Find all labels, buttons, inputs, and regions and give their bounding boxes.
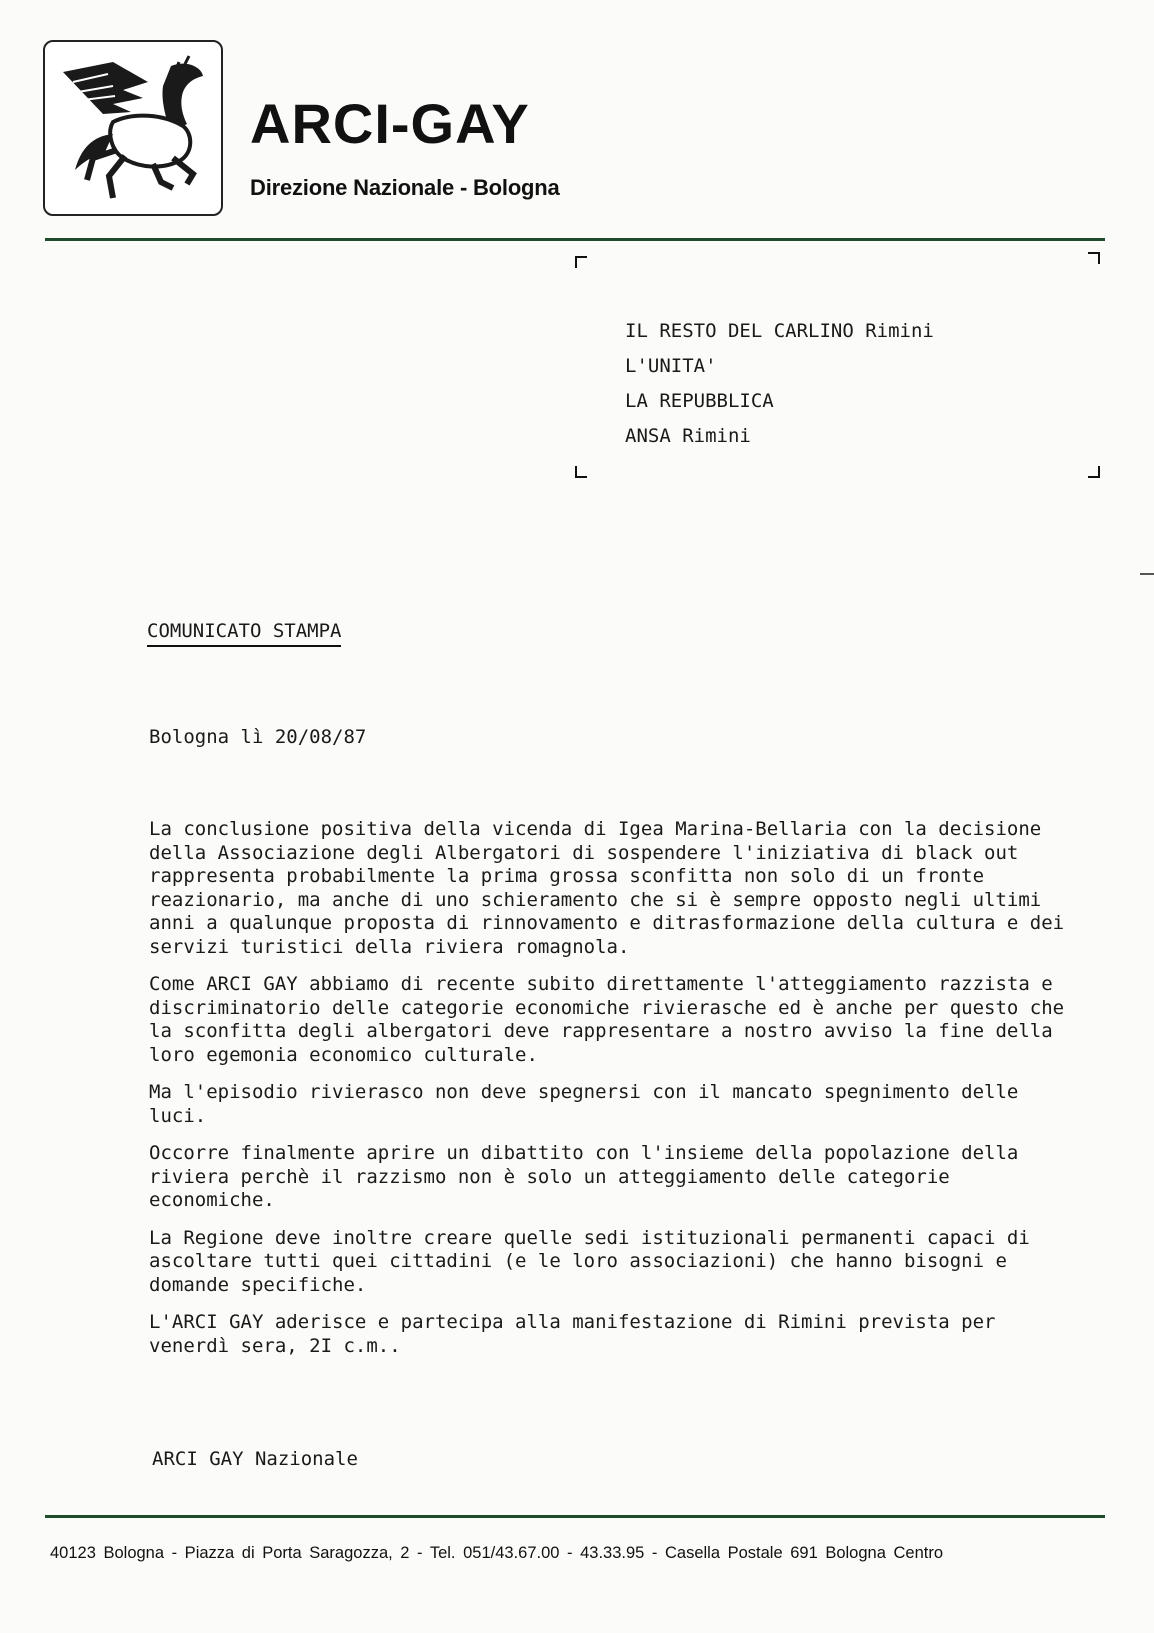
recipient-line: IL RESTO DEL CARLINO Rimini (625, 320, 934, 342)
body-paragraph: Come ARCI GAY abbiamo di recente subito direttamente l'atteggiamento razzista e discriminatorio delle categorie economiche rivierasche ed è anche per questo che la sconfitta degli albergatori deve rappresentare a nostro avviso la fine della loro egemonia economico culturale. (149, 973, 1065, 1066)
recipient-block (625, 314, 934, 454)
recipient-line: L'UNITA' (625, 355, 717, 377)
address-corner-mark (1088, 252, 1100, 264)
footer-address: 40123 Bologna - Piazza di Porta Saragozza, 2 - Tel. 051/43.67.00 - 43.33.95 - Casella Postale 691 Bologna Centro (50, 1544, 943, 1562)
body-paragraph: La Regione deve inoltre creare quelle sedi istituzionali permanenti capaci di ascoltare tutti quei cittadini (e le loro associazioni) che hanno bisogni e domande specifiche. (149, 1226, 1030, 1296)
document-heading: COMUNICATO STAMPA (147, 620, 341, 647)
body-paragraph: L'ARCI GAY aderisce e partecipa alla manifestazione di Rimini prevista per venerdì sera, 2I c.m.. (149, 1311, 996, 1357)
letter-body (149, 818, 1079, 1372)
body-paragraph: Occorre finalmente aprire un dibattito con l'insieme della popolazione della riviera perchè il razzismo non è solo un atteggiamento delle categorie economiche. (149, 1142, 1019, 1211)
recipient-line: ANSA Rimini (625, 425, 751, 447)
org-name: ARCI-GAY (250, 92, 530, 155)
address-corner-mark (1088, 466, 1100, 478)
dateline: Bologna lì 20/08/87 (149, 726, 367, 748)
org-subtitle: Direzione Nazionale - Bologna (250, 175, 560, 200)
header-rule (45, 238, 1105, 241)
recipient-line: LA REPUBBLICA (625, 390, 774, 412)
pegasus-icon (53, 52, 215, 206)
logo (43, 40, 223, 216)
address-corner-mark (575, 466, 587, 478)
body-paragraph: Ma l'episodio rivierasco non deve spegnersi con il mancato spegnimento delle luci. (149, 1081, 1019, 1127)
fold-mark (1140, 573, 1154, 575)
address-corner-mark (575, 256, 587, 268)
footer-rule (45, 1515, 1105, 1518)
body-paragraph: La conclusione positiva della vicenda di Igea Marina-Bellaria con la decisione della Associazione degli Albergatori di sospendere l'iniziativa di black out rappresenta probabilmente la prima grossa sconfitta non solo di un fronte reazionario, ma anche di uno schieramento che si è sempre opposto negli ultimi anni a qualunque proposta di rinnovamento e ditrasformazione della cultura e dei servizi turistici della riviera romagnola. (149, 818, 1065, 958)
signature: ARCI GAY Nazionale (152, 1448, 358, 1470)
